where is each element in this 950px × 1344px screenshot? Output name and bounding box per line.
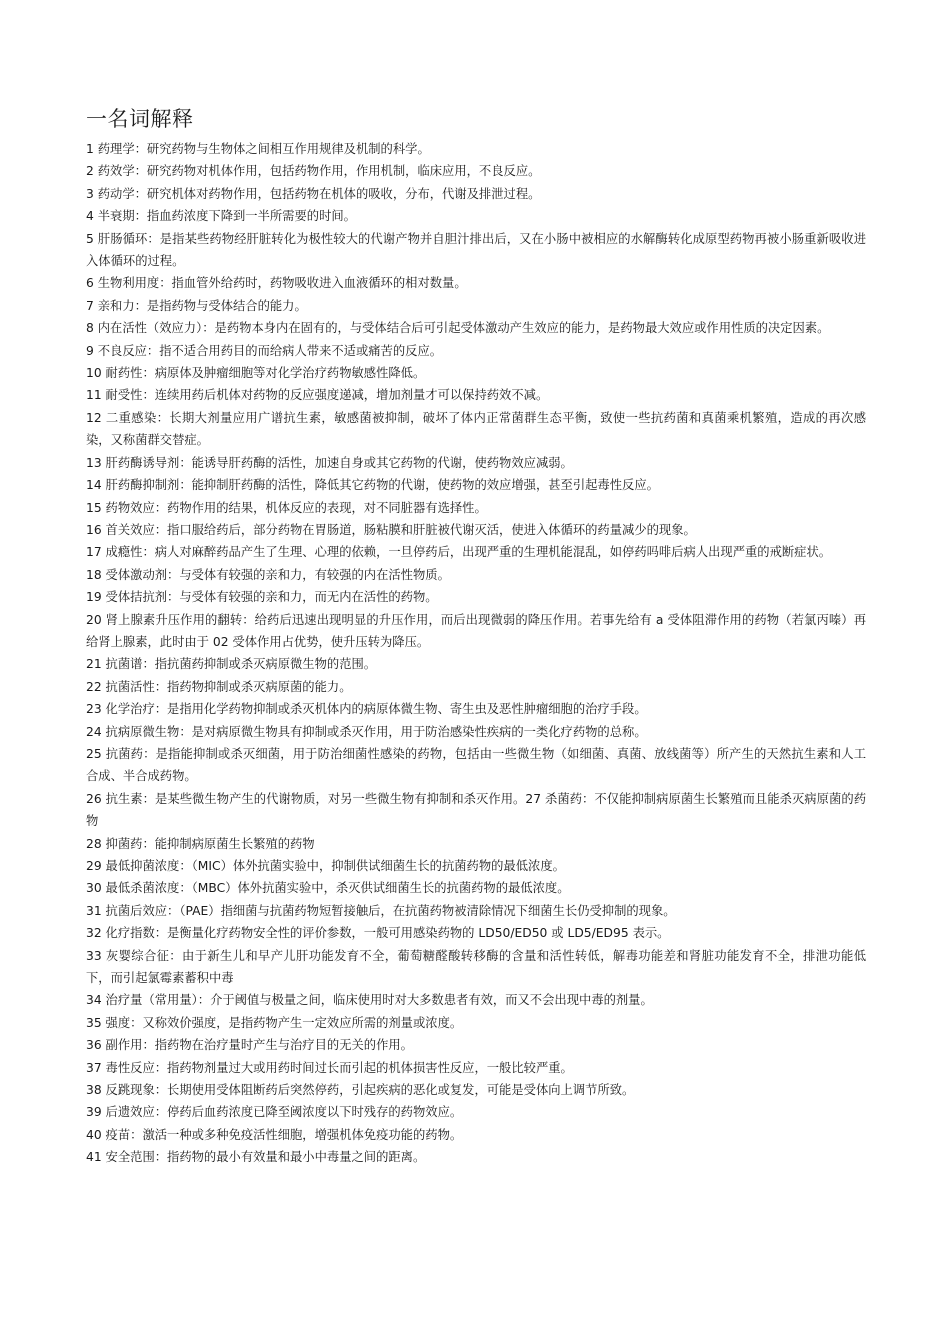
definition-entry: 25 抗菌药：是指能抑制或杀灭细菌，用于防治细菌性感染的药物，包括由一些微生物（如细菌、真菌、放线菌等）所产生的天然抗生素和人工合成、半合成药物。 (86, 746, 866, 784)
definition-entry: 24 抗病原微生物：是对病原微生物具有抑制或杀灭作用，用于防治感染性疾病的一类化疗药物的总称。 (86, 724, 647, 739)
definition-entry: 9 不良反应：指不适合用药目的而给病人带来不适或痛苦的反应。 (86, 343, 443, 358)
definition-entry: 30 最低杀菌浓度：（MBC）体外抗菌实验中，杀灭供试细菌生长的抗菌药物的最低浓度。 (86, 881, 570, 896)
definition-entry: 6 生物利用度：指血管外给药时，药物吸收进入血液循环的相对数量。 (86, 276, 467, 291)
definition-entry: 34 治疗量（常用量）：介于阈值与极量之间，临床使用时对大多数患者有效，而又不会出现中毒的剂量。 (86, 993, 653, 1008)
definition-entry: 35 强度：又称效价强度，是指药物产生一定效应所需的剂量或浓度。 (86, 1015, 463, 1030)
document-page (86, 104, 866, 1169)
definition-entry: 41 安全范围：指药物的最小有效量和最小中毒量之间的距离。 (86, 1150, 426, 1165)
definition-entry: 14 肝药酶抑制剂：能抑制肝药酶的活性，降低其它药物的代谢，使药物的效应增强，甚至引起毒性反应。 (86, 478, 659, 493)
definition-entry: 12 二重感染：长期大剂量应用广谱抗生素，敏感菌被抑制，破坏了体内正常菌群生态平衡，致使一些抗药菌和真菌乘机繁殖，造成的再次感染，又称菌群交替症。 (86, 410, 866, 448)
definition-entry: 19 受体拮抗剂：与受体有较强的亲和力，而无内在活性的药物。 (86, 590, 438, 605)
definition-entry: 3 药动学：研究机体对药物作用，包括药物在机体的吸收，分布，代谢及排泄过程。 (86, 186, 541, 201)
definition-entry: 15 药物效应：药物作用的结果，机体反应的表现，对不同脏器有选择性。 (86, 500, 487, 515)
definition-entry: 21 抗菌谱：指抗菌药抑制或杀灭病原微生物的范围。 (86, 657, 377, 672)
definition-entry: 1 药理学：研究药物与生物体之间相互作用规律及机制的科学。 (86, 142, 430, 156)
definition-list (86, 138, 866, 1169)
definition-entry: 8 内在活性（效应力）：是药物本身内在固有的，与受体结合后可引起受体激动产生效应的能力，是药物最大效应或作用性质的决定因素。 (86, 321, 830, 336)
definition-entry: 29 最低抑菌浓度：（MIC）体外抗菌实验中，抑制供试细菌生长的抗菌药物的最低浓度。 (86, 859, 565, 873)
definition-entry: 26 抗生素：是某些微生物产生的代谢物质，对另一些微生物有抑制和杀灭作用。27 杀菌药：不仅能抑制病原菌生长繁殖而且能杀灭病原菌的药物 (86, 791, 866, 829)
definition-entry: 5 肝肠循环：是指某些药物经肝脏转化为极性较大的代谢产物并自胆汁排出后，又在小肠中被相应的水解酶转化成原型药物再被小肠重新吸收进入体循环的过程。 (86, 231, 866, 269)
document-title: 一名词解释 (86, 107, 194, 131)
definition-entry: 10 耐药性：病原体及肿瘤细胞等对化学治疗药物敏感性降低。 (86, 366, 426, 381)
definition-entry: 39 后遗效应：停药后血药浓度已降至阈浓度以下时残存的药物效应。 (86, 1105, 463, 1120)
definition-entry: 17 成瘾性：病人对麻醉药品产生了生理、心理的依赖，一旦停药后，出现严重的生理机能混乱，如停药吗啡后病人出现严重的戒断症状。 (86, 545, 832, 560)
definition-entry: 2 药效学：研究药物对机体作用，包括药物作用，作用机制，临床应用，不良反应。 (86, 164, 541, 179)
definition-entry: 36 副作用：指药物在治疗量时产生与治疗目的无关的作用。 (86, 1038, 413, 1053)
definition-entry: 20 肾上腺素升压作用的翻转：给药后迅速出现明显的升压作用，而后出现微弱的降压作用。若事先给有 a 受体阻滞作用的药物（若氯丙嗪）再给肾上腺素，此时由于 02 受体作用占优势，使升压转为降压。 (86, 612, 866, 649)
definition-entry: 4 半衰期：指血药浓度下降到一半所需要的时间。 (86, 209, 356, 224)
definition-entry: 28 抑菌药：能抑制病原菌生长繁殖的药物 (86, 836, 315, 851)
definition-entry: 31 抗菌后效应：（PAE）指细菌与抗菌药物短暂接触后，在抗菌药物被清除情况下细菌生长仍受抑制的现象。 (86, 903, 676, 918)
definition-entry: 38 反跳现象：长期使用受体阻断药后突然停药，引起疾病的恶化或复发，可能是受体向上调节所致。 (86, 1083, 635, 1098)
definition-entry: 40 疫苗：激活一种或多种免疫活性细胞，增强机体免疫功能的药物。 (86, 1127, 463, 1142)
definition-entry: 18 受体激动剂：与受体有较强的亲和力，有较强的内在活性物质。 (86, 567, 450, 582)
definition-entry: 32 化疗指数：是衡量化疗药物安全性的评价参数，一般可用感染药物的 LD50/ED50 或 LD5/ED95 表示。 (86, 926, 670, 941)
definition-entry: 22 抗菌活性：指药物抑制或杀灭病原菌的能力。 (86, 679, 352, 694)
definition-entry: 16 首关效应：指口服给药后，部分药物在胃肠道，肠粘膜和肝脏被代谢灭活，使进入体循环的药量减少的现象。 (86, 522, 696, 537)
definition-entry: 7 亲和力：是指药物与受体结合的能力。 (86, 298, 307, 313)
definition-entry: 33 灰婴综合征：由于新生儿和早产儿肝功能发育不全，葡萄糖醛酸转移酶的含量和活性转低，解毒功能差和肾脏功能发育不全，排泄功能低下，而引起氯霉素蓄积中毒 (86, 948, 866, 986)
definition-entry: 37 毒性反应：指药物剂量过大或用药时间过长而引起的机体损害性反应，一般比较严重。 (86, 1060, 573, 1075)
definition-entry: 23 化学治疗：是指用化学药物抑制或杀灭机体内的病原体微生物、寄生虫及恶性肿瘤细胞的治疗手段。 (86, 702, 647, 717)
definition-entry: 11 耐受性：连续用药后机体对药物的反应强度递减，增加剂量才可以保持药效不减。 (86, 388, 549, 403)
definition-entry: 13 肝药酶诱导剂：能诱导肝药酶的活性，加速自身或其它药物的代谢，使药物效应减弱。 (86, 455, 573, 470)
